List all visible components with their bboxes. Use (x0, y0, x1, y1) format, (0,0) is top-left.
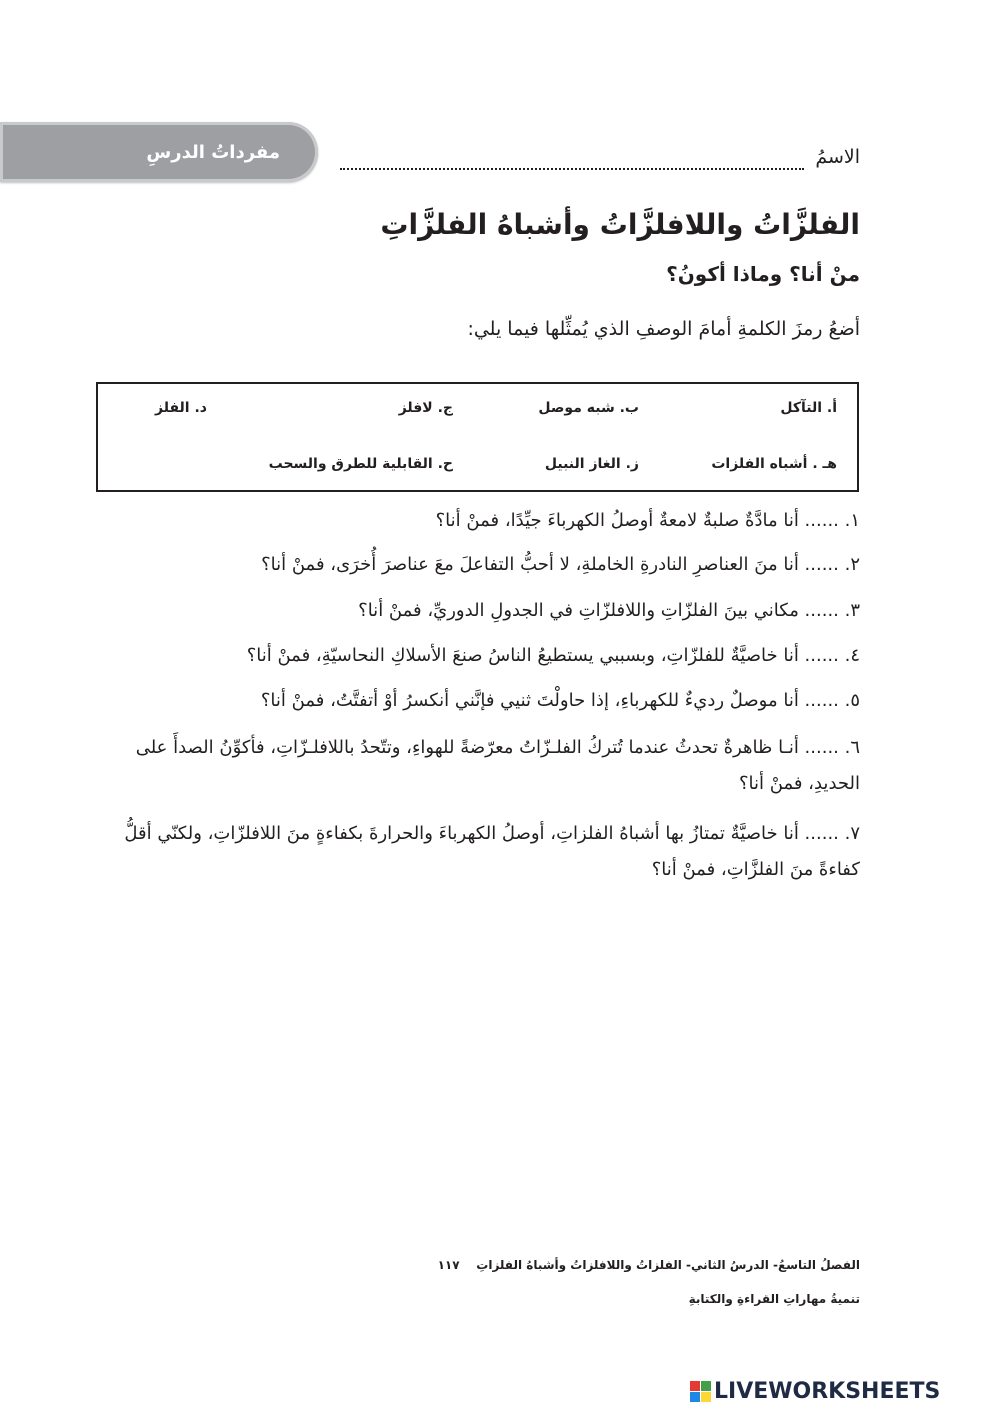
lesson-vocabulary-tab (0, 122, 318, 182)
page-title: الفلزَّاتُ واللافلزَّاتُ وأشباهُ الفلزَّاتِ (380, 208, 860, 241)
page-number: ١١٧ (437, 1258, 460, 1272)
option-a: أ. التآكل (780, 400, 837, 416)
question-1: ١. ...... أنا مادَّةٌ صلبةٌ لامعةٌ أوصلُ الكهرباءَ جيِّدًا، فمنْ أنا؟ (435, 510, 860, 531)
question-4: ٤. ...... أنا خاصيَّةٌ للفلزّاتِ، وبسببي يستطيعُ الناسُ صنعَ الأسلاكِ النحاسيّةِ، فمنْ أنا؟ (246, 645, 860, 666)
footer-skills-line: تنميةُ مهاراتِ القراءةِ والكتابةِ (688, 1292, 860, 1306)
question-7: ٧. ...... أنا خاصيَّةٌ تمتازُ بها أشباهُ الفلزاتِ، أوصلُ الكهرباءَ والحرارةَ بكفاءةٍ منَ اللافلزّاتِ، ولكنّي أقلُّ كفاءةً منَ الفلزَّاتِ، فمنْ أنا؟ (124, 823, 860, 880)
instruction-text: أضعُ رمزَ الكلمةِ أمامَ الوصفِ الذي يُمثِّلها فيما يلي: (467, 318, 860, 340)
page-subtitle: منْ أنا؟ وماذا أكونُ؟ (666, 262, 860, 286)
option-h: ح. القابلية للطرق والسحب (268, 456, 453, 472)
option-z: ز. الغاز النبيل (544, 456, 639, 472)
option-b: ب. شبه موصل (538, 400, 639, 416)
option-c: ج. لافلز (398, 400, 453, 416)
watermark-text: LIVEWORKSHEETS (714, 1378, 941, 1404)
question-2: ٢. ...... أنا منَ العناصرِ النادرةِ الخاملةِ، لا أحبُّ التفاعلَ معَ عناصرَ أُخرَى، فمنْ أنا؟ (261, 554, 860, 575)
option-d: د. الفلز (155, 400, 207, 416)
name-input-line[interactable] (340, 168, 804, 170)
option-e: هـ . أشباه الفلزات (711, 456, 837, 472)
word-bank-box (96, 382, 859, 492)
footer-chapter-line (438, 1258, 860, 1272)
tab-label: مفرداتُ الدرسِ (146, 142, 280, 163)
question-3: ٣. ...... مكاني بينَ الفلزّاتِ واللافلزّاتِ في الجدولِ الدوريِّ، فمنْ أنا؟ (358, 600, 860, 621)
name-field-row (340, 146, 860, 176)
question-5: ٥. ...... أنا موصلٌ رديءٌ للكهرباءِ، إذا حاولْتَ ثنيي فإنَّني أنكسرُ أوْ أتفتَّتُ، فمنْ أنا؟ (260, 690, 860, 711)
footer-chapter-text: الفصلُ التاسعُ- الدرسُ الثاني- الفلزاتُ واللافلزاتُ وأشباهُ الفلزاتِ (476, 1258, 860, 1272)
liveworksheets-watermark (690, 1379, 940, 1403)
question-6: ٦. ...... أنـا ظاهرةٌ تحدثُ عندما تُتركُ الفلـزّاتُ معرّضةً للهواءِ، وتتّحدُ باللافلـزّاتِ، فأكوِّنُ الصدأَ على الحديدِ، فمنْ أنا؟ (135, 737, 860, 794)
liveworksheets-logo-icon (690, 1381, 711, 1402)
name-label: الاسمُ (815, 146, 860, 168)
